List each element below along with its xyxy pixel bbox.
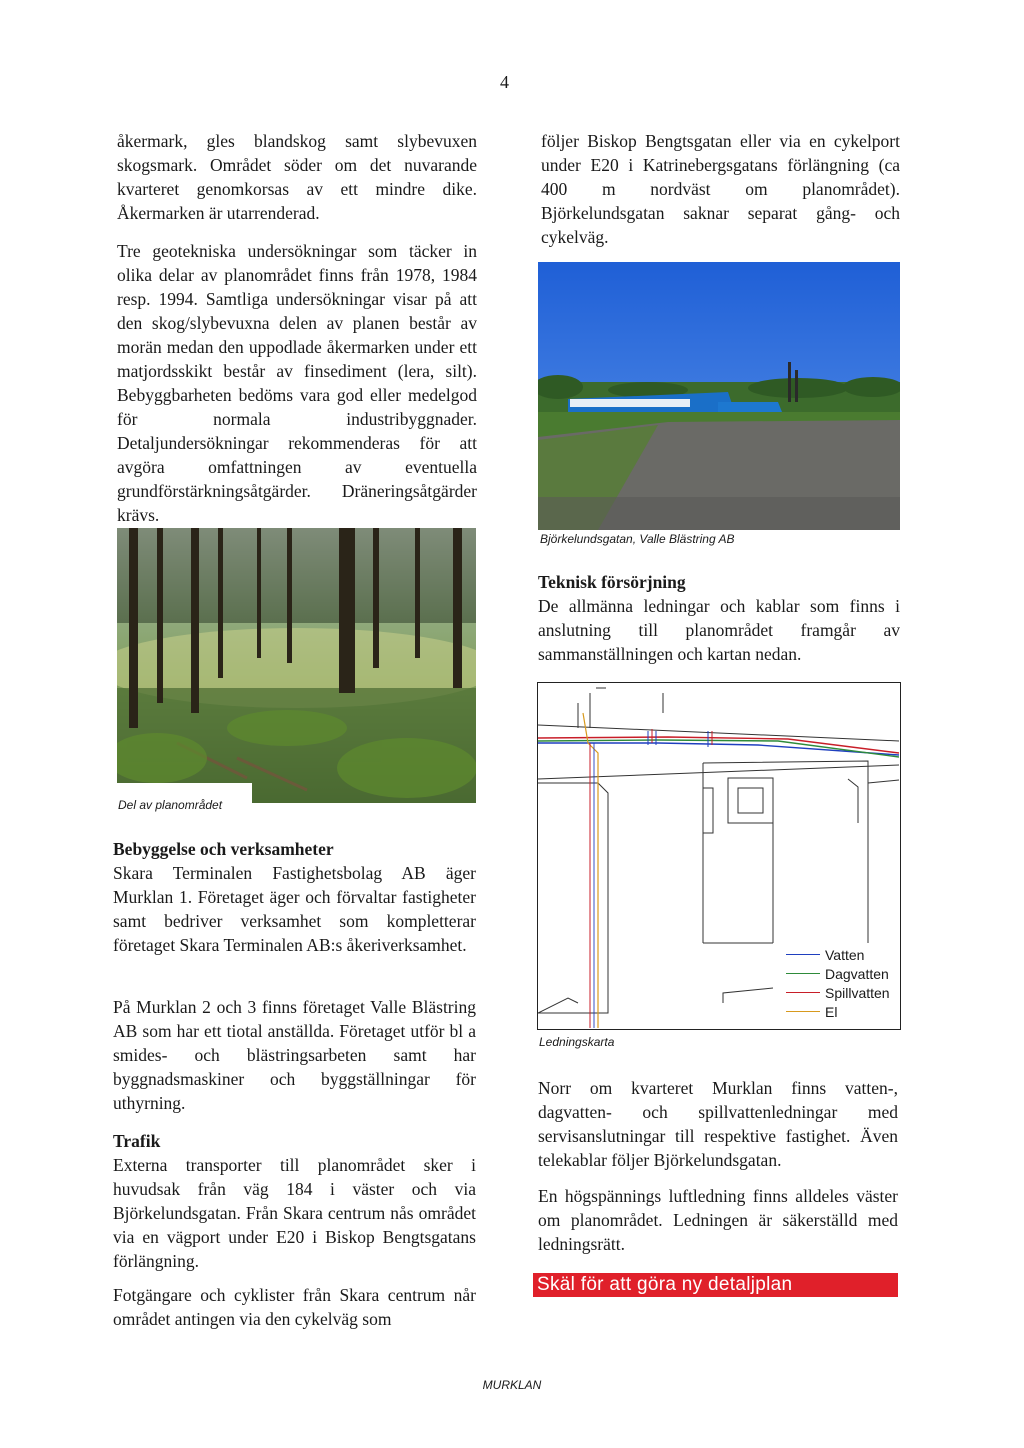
legend-swatch [786,973,820,974]
forest-photo-caption: Del av planområdet [118,798,223,812]
trafik-paragraph-2: Fotgängare och cyklister från Skara centrum når området antingen via den cykelväg som [113,1285,476,1329]
intro-paragraph: åkermark, gles blandskog samt slybevuxen skogsmark. Området söder om det nuvarande kvarteret genomkorsas av ett mindre dike. Åkermarken är utarrenderad. [117,131,477,223]
trafik-heading: Trafik [113,1131,161,1151]
cycle-route-paragraph: följer Biskop Bengtsgatan eller via en cykelport under E20 i Katrinebergsgatans förlängning (ca 400 m nordväst om planområdet). Björkelundsgatan saknar separat gång- och cykelväg. [541,131,900,247]
page-number: 4 [500,72,509,92]
teknisk-paragraph: De allmänna ledningar och kablar som finns i anslutning till planområdet framgår av sammanställningen och kartan nedan. [538,596,900,664]
bebyggelse-paragraph-1: Skara Terminalen Fastighetsbolag AB äger Murklan 1. Företaget äger och förvaltar fastigheter samt bedriver verksamhet som kompletterar företaget Skara Terminalen AB:s åkeriverksamhet. [113,863,476,955]
forest-photo [117,528,476,803]
utility-map-caption: Ledningskarta [539,1035,615,1049]
bebyggelse-paragraph-2: På Murklan 2 och 3 finns företaget Valle Blästring AB som har ett tiotal anställda. Företaget utför bl a smides- och blästringsarbeten samt har byggnadsmaskiner och byggställningar för uthyrning. [113,997,476,1113]
legend-label: Vatten [825,946,865,963]
water-line [538,743,899,755]
legend-swatch [786,992,820,993]
highvoltage-paragraph: En högspännings luftledning finns alldeles väster om planområdet. Ledningen är säkerställd med ledningsrätt. [538,1186,898,1254]
legend-item-spillvatten [786,983,890,1002]
factory-photo-caption: Björkelundsgatan, Valle Blästring AB [540,532,735,546]
trafik-paragraph-1: Externa transporter till planområdet sker i huvudsak från väg 184 i väster och via Björkelundsgatan. Från Skara centrum nås området via en vägport under E20 i Biskop Bengtsgatans förlängning. [113,1155,476,1271]
section-banner [533,1273,898,1297]
factory-photo [538,262,900,530]
teknisk-heading: Teknisk försörjning [538,572,686,592]
page-footer: MURKLAN [482,1378,542,1392]
section-banner-text: Skäl för att göra ny detaljplan [537,1274,793,1295]
legend-label: El [825,1003,838,1020]
legend-swatch [786,1011,820,1012]
utility-map [537,682,901,1030]
bebyggelse-heading: Bebyggelse och verksamheter [113,839,334,859]
legend-swatch [786,954,820,955]
legend-item-dagvatten [786,964,890,983]
legend-item-vatten [786,945,890,964]
legend-item-el [786,1002,890,1021]
legend-label: Spillvatten [825,984,890,1001]
utility-paragraph: Norr om kvarteret Murklan finns vatten-, dagvatten- och spillvattenledningar med servisanslutningar till respektive fastighet. Även telekablar följer Björkelundsgatan. [538,1078,898,1170]
legend-label: Dagvatten [825,965,889,982]
geotechnical-paragraph: Tre geotekniska undersökningar som täcker in olika delar av planområdet finns från 1978, 1984 resp. 1994. Samtliga undersökningar visar på att den skog/slybevuxna delen av planen består av morän medan den uppodlade åkermarken under ett matjordsskikt består av finsediment (lera, silt). Bebyggbarheten bedöms vara god eller medelgod för normala industribyggnader. Detaljundersökningar rekommenderas för att avgöra omfattningen av eventuella grundförstärkningsåtgärder. Dräneringsåtgärder krävs. [117,241,477,525]
map-legend [786,945,890,1021]
